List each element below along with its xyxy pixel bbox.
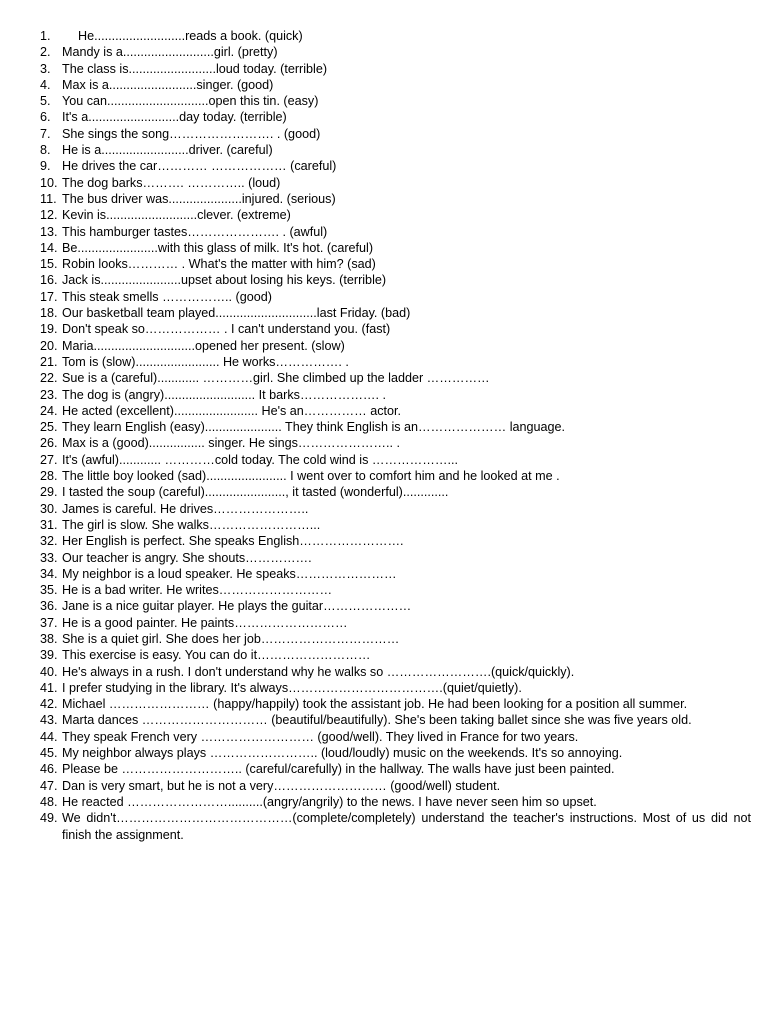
item-number: 43. xyxy=(40,713,58,728)
item-number: 1. xyxy=(40,29,51,43)
item-text: The girl is slow. She walks……………………... xyxy=(62,517,321,532)
item-text: Mandy is a..........................girl. (pretty) xyxy=(62,45,278,60)
item-number: 41. xyxy=(40,680,58,695)
item-number: 42. xyxy=(40,697,58,712)
exercise-item xyxy=(0,810,768,843)
item-text: Tom is (slow)........................ He works……………. . xyxy=(62,354,349,369)
item-text: He reacted ……………………..........(angry/angrily) to the news. I have never seen him so upset. xyxy=(62,794,597,809)
item-number: 16. xyxy=(40,273,58,288)
exercise-item xyxy=(0,566,768,582)
exercise-item xyxy=(0,126,768,142)
item-number: 9. xyxy=(40,159,51,174)
item-text: He drives the car………… ……………… (careful) xyxy=(62,159,337,174)
exercise-item xyxy=(0,370,768,386)
exercise-item xyxy=(0,207,768,223)
item-number: 48. xyxy=(40,794,58,809)
item-text: He..........................reads a book. (quick) xyxy=(78,29,303,43)
item-number: 15. xyxy=(40,257,58,272)
item-number: 7. xyxy=(40,126,51,141)
item-number: 47. xyxy=(40,778,58,793)
exercise-item xyxy=(0,680,768,696)
exercise-item xyxy=(0,501,768,517)
exercise-item xyxy=(0,419,768,435)
item-number: 21. xyxy=(40,354,58,369)
item-text: James is careful. He drives………………….. xyxy=(62,501,309,516)
exercise-item xyxy=(0,712,768,728)
item-text: Jack is.......................upset about losing his keys. (terrible) xyxy=(62,273,387,288)
exercise-item xyxy=(0,354,768,370)
item-number: 26. xyxy=(40,436,58,451)
exercise-item xyxy=(0,647,768,663)
item-number: 34. xyxy=(40,566,58,581)
exercise-item xyxy=(0,696,768,712)
item-number: 36. xyxy=(40,599,58,614)
item-text: This exercise is easy. You can do it……………………… xyxy=(62,648,371,663)
item-number: 45. xyxy=(40,746,58,761)
item-text: Be.......................with this glass of milk. It's hot. (careful) xyxy=(62,240,374,255)
exercise-item xyxy=(0,778,768,794)
exercise-item xyxy=(0,631,768,647)
item-text: They learn English (easy)...................... They think English is an………………… language. xyxy=(62,420,566,435)
exercise-item xyxy=(0,484,768,500)
item-text: My neighbor always plays …………………….. (loud/loudly) music on the weekends. It's so annoying. xyxy=(62,746,623,761)
item-number: 35. xyxy=(40,583,58,598)
item-number: 12. xyxy=(40,208,58,223)
item-text: We didn't……………………………………(complete/completely) understand the teacher's instructions. Most of us did not finish the assignment. xyxy=(62,811,751,842)
item-number: 10. xyxy=(40,175,58,190)
item-text: The dog is (angry).......................... It barks………………. . xyxy=(62,387,387,402)
item-text: He's always in a rush. I don't understand why he walks so …………………….(quick/quickly). xyxy=(62,664,575,679)
item-number: 24. xyxy=(40,403,58,418)
exercise-item xyxy=(0,664,768,680)
exercise-item xyxy=(0,761,768,777)
item-number: 40. xyxy=(40,664,58,679)
item-number: 8. xyxy=(40,143,51,158)
item-number: 29. xyxy=(40,485,58,500)
item-text: Max is a.........................singer. (good) xyxy=(62,77,274,92)
exercise-item xyxy=(0,582,768,598)
item-text: The bus driver was.....................injured. (serious) xyxy=(62,191,336,206)
item-text: He is a good painter. He paints……………………… xyxy=(62,615,348,630)
exercise-item xyxy=(0,256,768,272)
exercise-item xyxy=(0,61,768,77)
exercise-item xyxy=(0,468,768,484)
item-number: 46. xyxy=(40,762,58,777)
exercise-item xyxy=(0,224,768,240)
item-number: 39. xyxy=(40,648,58,663)
exercise-item xyxy=(0,517,768,533)
item-number: 18. xyxy=(40,306,58,321)
item-text: Our teacher is angry. She shouts……………. xyxy=(62,550,312,565)
item-number: 33. xyxy=(40,550,58,565)
item-number: 6. xyxy=(40,110,51,125)
item-number: 2. xyxy=(40,45,51,60)
exercise-item xyxy=(0,794,768,810)
item-number: 25. xyxy=(40,420,58,435)
item-number: 14. xyxy=(40,240,58,255)
item-number: 38. xyxy=(40,631,58,646)
item-text: Don't speak so……………… . I can't understand you. (fast) xyxy=(62,322,391,337)
exercise-item xyxy=(0,272,768,288)
item-number: 5. xyxy=(40,94,51,109)
exercise-item xyxy=(0,93,768,109)
item-text: I tasted the soup (careful)......................., it tasted (wonderful)............. xyxy=(62,485,449,500)
item-text: He acted (excellent)........................ He's an…………… actor. xyxy=(62,403,402,418)
item-text: The dog barks………. ………….. (loud) xyxy=(62,175,281,190)
exercise-item xyxy=(0,28,768,44)
item-number: 3. xyxy=(40,61,51,76)
item-text: I prefer studying in the library. It's always……………………………….(quiet/quietly). xyxy=(62,680,522,695)
exercise-item xyxy=(0,729,768,745)
item-text: Her English is perfect. She speaks English……………………. xyxy=(62,534,404,549)
item-text: Jane is a nice guitar player. He plays the guitar………………… xyxy=(62,599,412,614)
item-number: 19. xyxy=(40,322,58,337)
item-number: 4. xyxy=(40,77,51,92)
item-number: 17. xyxy=(40,289,58,304)
exercise-item xyxy=(0,175,768,191)
exercise-item xyxy=(0,435,768,451)
item-number: 44. xyxy=(40,729,58,744)
item-text: My neighbor is a loud speaker. He speaks…………………… xyxy=(62,566,397,581)
item-number: 30. xyxy=(40,501,58,516)
exercise-item xyxy=(0,109,768,125)
item-text: Kevin is..........................clever. (extreme) xyxy=(62,208,291,223)
item-text: Michael …………………… (happy/happily) took the assistant job. He had been looking for a position all summer. xyxy=(62,697,688,712)
item-text: They speak French very ……………………… (good/well). They lived in France for two years. xyxy=(62,729,579,744)
item-text: She is a quiet girl. She does her job…………………………… xyxy=(62,631,400,646)
exercise-item xyxy=(0,44,768,60)
item-text: It's (awful)............ …………cold today. The cold wind is ………………... xyxy=(62,452,458,467)
exercise-item xyxy=(0,387,768,403)
item-text: You can.............................open this tin. (easy) xyxy=(62,94,319,109)
exercise-item xyxy=(0,615,768,631)
item-text: Sue is a (careful)............ …………girl. She climbed up the ladder …………… xyxy=(62,371,490,386)
item-text: He is a.........................driver. (careful) xyxy=(62,143,273,158)
exercise-item xyxy=(0,550,768,566)
item-number: 11. xyxy=(40,191,57,206)
exercise-item xyxy=(0,240,768,256)
item-number: 23. xyxy=(40,387,58,402)
item-text: The little boy looked (sad)....................... I went over to comfort him and he looked at me . xyxy=(62,469,560,484)
item-number: 49. xyxy=(40,811,58,826)
item-text: He is a bad writer. He writes……………………… xyxy=(62,583,333,598)
item-number: 13. xyxy=(40,224,58,239)
item-text: This steak smells …………….. (good) xyxy=(62,289,272,304)
item-number: 20. xyxy=(40,338,58,353)
exercise-item xyxy=(0,403,768,419)
item-text: Dan is very smart, but he is not a very……………………… (good/well) student. xyxy=(62,778,501,793)
item-text: This hamburger tastes…………………. . (awful) xyxy=(62,224,328,239)
item-text: Max is a (good)................ singer. He sings………………….. . xyxy=(62,436,401,451)
exercise-item xyxy=(0,289,768,305)
item-text: Robin looks………… . What's the matter with him? (sad) xyxy=(62,257,376,272)
exercise-item xyxy=(0,158,768,174)
item-text: Marta dances ………………………… (beautiful/beautifully). She's been taking ballet since she was five years old. xyxy=(62,713,692,728)
exercise-item xyxy=(0,745,768,761)
item-number: 31. xyxy=(40,517,58,532)
item-text: Maria.............................opened her present. (slow) xyxy=(62,338,345,353)
item-text: Our basketball team played.............................last Friday. (bad) xyxy=(62,306,411,321)
exercise-item xyxy=(0,452,768,468)
exercise-item xyxy=(0,533,768,549)
exercise-item xyxy=(0,321,768,337)
exercise-item xyxy=(0,191,768,207)
item-text: She sings the song……………………. . (good) xyxy=(62,126,321,141)
item-number: 28. xyxy=(40,469,58,484)
exercise-item xyxy=(0,338,768,354)
item-text: Please be ……………………….. (careful/carefully) in the hallway. The walls have just been painted. xyxy=(62,762,615,777)
exercise-sheet xyxy=(0,28,768,843)
item-number: 27. xyxy=(40,452,58,467)
exercise-item xyxy=(0,77,768,93)
exercise-item xyxy=(0,598,768,614)
item-number: 22. xyxy=(40,371,58,386)
item-number: 37. xyxy=(40,615,58,630)
item-text: The class is.........................loud today. (terrible) xyxy=(62,61,328,76)
item-text: It's a..........................day today. (terrible) xyxy=(62,110,287,125)
exercise-item xyxy=(0,142,768,158)
item-number: 32. xyxy=(40,534,58,549)
exercise-item xyxy=(0,305,768,321)
